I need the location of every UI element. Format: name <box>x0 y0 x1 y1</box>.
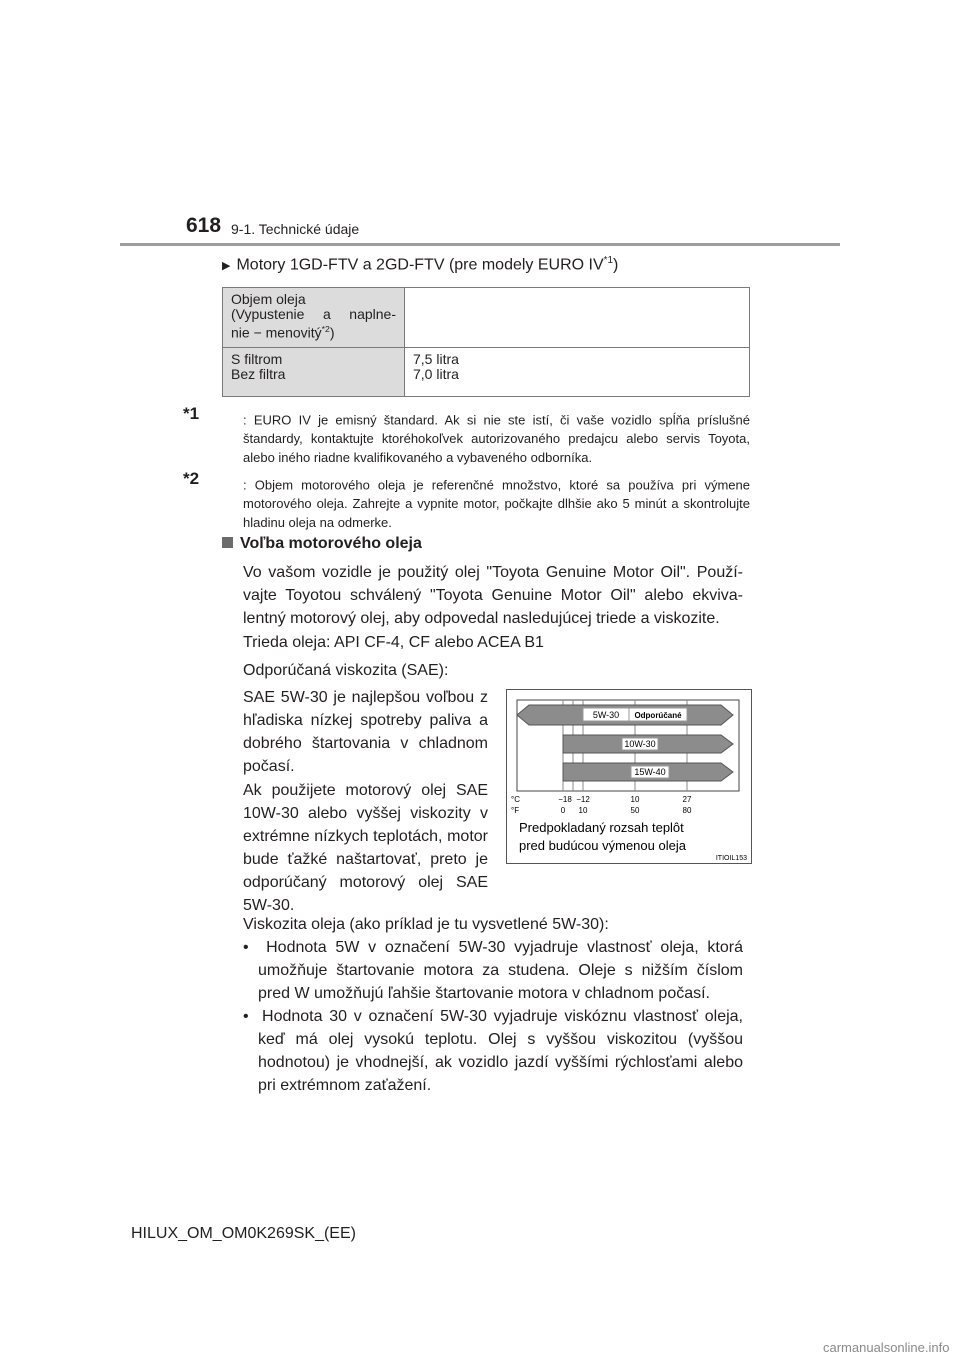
bar-label-5w30: 5W-30 <box>592 710 620 720</box>
filter-without-value: 7,0 litra <box>413 366 459 382</box>
tick-c: −18 <box>558 795 572 804</box>
engine-heading <box>222 255 618 274</box>
oil-intro: Vo vašom vozidle je použitý olej "Toyota Genuine Motor Oil". Používajte Toyotou schválený "Toyota Genuine Motor Oil" alebo ekvivalentný motorový olej, aby odpovedal nasledujúcej triede a viskozite. <box>243 564 743 627</box>
page-number: 618 <box>186 214 222 237</box>
viscosity-chart <box>506 689 752 864</box>
viscosity-chart-svg <box>507 690 751 863</box>
footnote-text: : EURO IV je emisný štandard. Ak si nie ste istí, či vaše vozidlo spĺňa príslušné štandardy, kontaktujte ktoréhokoľvek autorizovaného predajcu alebo servis Toyota, alebo iného riadne kvalifikovaného a vybaveného odborníka. <box>243 412 750 466</box>
bullet-item <box>243 1005 743 1097</box>
tick-c: 27 <box>682 795 692 804</box>
viscosity-bullets <box>243 936 743 1097</box>
footnote-mark <box>183 469 243 494</box>
filter-with-label: S filtrom <box>231 351 283 367</box>
bullet-dot: • <box>243 1008 263 1025</box>
square-bullet-icon <box>222 537 233 548</box>
figure-caption-line1: Predpokladaný rozsah teplôt <box>519 820 684 835</box>
footnote-1 <box>183 404 750 467</box>
unit-celsius: °C <box>511 795 520 804</box>
bullet-dot: • <box>243 939 267 956</box>
viscosity-explain-title: Viskozita oleja (ako príklad je tu vysvetlené 5W-30): <box>243 916 609 933</box>
bullet-item <box>243 936 743 1005</box>
oil-section-title <box>222 535 422 553</box>
footnote-2 <box>183 469 750 532</box>
oil-capacity-table <box>222 287 750 397</box>
footnote-mark-text: *2 <box>183 469 200 488</box>
filter-label-cell <box>223 348 405 397</box>
triangle-icon: ▶ <box>222 260 231 273</box>
tick-c: −12 <box>576 795 590 804</box>
tick-f: 50 <box>630 806 640 815</box>
engine-heading-sup: *1 <box>603 255 614 266</box>
warning-text: Ak použijete motorový olej SAE 10W-30 alebo vyššej viskozity v extrémne nízkych teplotách, motor bude ťažké naštartovať, preto je odporúčaný motorový olej SAE 5W-30. <box>243 782 488 914</box>
tick-c: 10 <box>630 795 640 804</box>
tick-f: 80 <box>682 806 692 815</box>
tick-f: 10 <box>578 806 588 815</box>
capacity-label-line <box>231 322 396 341</box>
viscosity-label: Odporúčaná viskozita (SAE): <box>243 662 449 679</box>
capacity-label-text: nie − menovitý <box>231 324 322 341</box>
capacity-label-line: Objem oleja <box>231 291 306 307</box>
bar-label-15w40: 15W-40 <box>634 767 666 777</box>
section-title: 9-1. Technické údaje <box>231 221 360 237</box>
engine-heading-text: Motory 1GD-FTV a 2GD-FTV (pre modely EURO IV <box>236 256 604 274</box>
capacity-label-sup: *2 <box>321 324 330 334</box>
capacity-label-line: (Vypustenie a naplne- <box>231 306 396 322</box>
figure-caption-line2: pred budúcou výmenou oleja <box>519 838 686 853</box>
engine-heading-close: ) <box>613 256 619 274</box>
bullet-text: Hodnota 5W v označení 5W-30 vyjadruje vlastnosť oleja, ktorá umožňuje štartovanie motora za studena. Oleje s nižším číslom pred W umožňujú ľahšie štartovanie motora v chladnom počasí. <box>258 939 743 1002</box>
footnote-text: : Objem motorového oleja je referenčné množstvo, ktoré sa používa pri výmene motorového oleja. Zahrejte a vypnite motor, počkajte dlhšie ako 5 minút a skontrolujte hladinu oleja na odmerke. <box>243 477 750 531</box>
header-rule <box>120 243 840 246</box>
footnote-mark-text: *1 <box>183 404 200 423</box>
tick-f: 0 <box>560 806 566 815</box>
footer-code: HILUX_OM_OM0K269SK_(EE) <box>131 1225 356 1242</box>
oil-grade: Trieda oleja: API CF-4, CF alebo ACEA B1 <box>243 634 544 651</box>
figure-code: ITIOIL153 <box>715 855 747 862</box>
best-choice-text: SAE 5W-30 je najlepšou voľbou z hľadiska nízkej spotreby paliva a dobrého štartovania v chladnom počasí. <box>243 689 488 775</box>
unit-fahrenheit: °F <box>511 806 520 815</box>
watermark: carmanualsonline.info <box>823 1340 950 1355</box>
filter-with-value: 7,5 litra <box>413 351 459 367</box>
oil-section-title-text: Voľba motorového oleja <box>240 535 422 552</box>
filter-value-cell <box>405 348 750 397</box>
capacity-label-close: ) <box>329 324 335 341</box>
footnote-mark <box>183 404 243 429</box>
filter-without-label: Bez filtra <box>231 366 286 382</box>
bar-note-recommended: Odporúčané <box>634 711 682 720</box>
capacity-label-cell <box>223 288 405 348</box>
capacity-value-cell-top <box>405 288 750 348</box>
bullet-text: Hodnota 30 v označení 5W-30 vyjadruje viskóznu vlastnosť oleja, keď má olej vysokú teplotu. Olej s vyššou viskozitou (vyššou hodnotou) je vhodnejší, ak vozidlo jazdí vyššími rýchlosťami alebo pri extrémnom zaťažení. <box>258 1008 743 1094</box>
bar-label-10w30: 10W-30 <box>624 739 656 749</box>
